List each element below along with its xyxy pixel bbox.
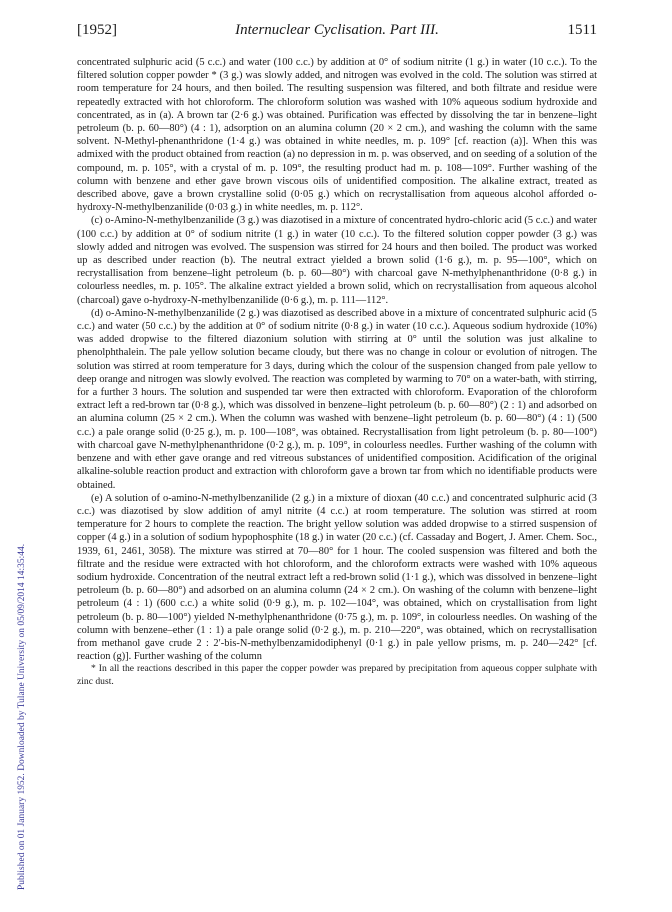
- paragraph-reaction-c: (c) o-Amino-N-methylbenzanilide (3 g.) was diazotised in a mixture of concentrated hydro-chloric acid (5 c.c.) and water (100 c.c.) by addition at 0° of sodium nitrite (1 g.) in water (10 c.c.). To the filtered solution copper powder (3 g.) was slowly added and nitrogen was evolved. The suspension was stirred for 24 hours and then boiled. The product was worked up as described under reaction (b). The neutral extract yielded a brown solid (1·6 g.), m. p. 95—100°, which on recrystallisation from benzene–light petroleum (b. p. 60—80°) with charcoal gave N-methylphenanthridone (0·8 g.) in colourless needles, m. p. 105°. The alkaline extract yielded a brown solid, which on recrystallisation from aqueous alcohol (charcoal) gave o-hydroxy-N-methylbenzanilide (0·6 g.), m. p. 111—112°.: [77, 215, 597, 306]
- page-number: 1511: [567, 22, 597, 38]
- download-watermark: [6, 150, 27, 890]
- running-header: [77, 22, 597, 42]
- article-body: [77, 56, 597, 688]
- footnote: * In all the reactions described in this paper the copper powder was prepared by precipitation from aqueous copper sulphate with zinc dust.: [77, 663, 597, 687]
- paragraph-continued: concentrated sulphuric acid (5 c.c.) and water (100 c.c.) by addition at 0° of sodium nitrite (1 g.) in water (10 c.c.). To the filtered solution copper powder * (3 g.) was slowly added, and nitrogen was evolved in the cold. The solution was stirred at room temperature for 24 hours, and then boiled. The resulting suspension was filtered, and both filtrate and residue were repeatedly extracted with hot chloroform. The chloroform solution was washed with 10% aqueous sodium hydroxide and concentrated, as in (a). A brown tar (2·6 g.) was obtained. Purification was effected by dissolving the tar in benzene–light petroleum (b. p. 60—80°) (4 : 1), adsorption on an alumina column (20 × 2 cm.), and washing the column with the same solvent. N-Methyl-phenanthridone (1·4 g.) was obtained in white needles, m. p. 109° [cf. reaction (a)]. When this was admixed with the product obtained from reaction (a) no depression in m. p. was observed, and on seeding of a solution of the compound, m. p. 105°, with a crystal of m. p. 109°, the resulting product had m. p. 108—109°. Further washing of the column with benzene and ether gave brown viscous oils of unidentified composition. The alkaline extract, treated as described above, gave a brown crystalline solid (0·05 g.) which on recrystallisation from aqueous alcohol afforded o-hydroxy-N-methylbenzanilide (0·03 g.) in white needles, m. p. 112°.: [77, 57, 597, 214]
- download-watermark-text[interactable]: Published on 01 January 1952. Downloaded by Tulane University on 05/09/2014 14:35:44.: [17, 543, 27, 890]
- header-year: [1952]: [77, 22, 117, 38]
- paragraph-reaction-e: (e) A solution of o-amino-N-methylbenzanilide (2 g.) in a mixture of dioxan (40 c.c.) and concentrated sulphuric acid (3 c.c.) was diazotised by slow addition of amyl nitrite (4 c.c.) at room temperature. The solution was stirred at room temperature for 2 hours to complete the reaction. The bright yellow solution was added dropwise to a stirred suspension of copper (4 g.) in a solution of sodium hypophosphite (18 g.) in water (20 c.c.) (cf. Cassaday and Bogert, J. Amer. Chem. Soc., 1939, 61, 2461, 3058). The mixture was stirred at 70—80° for 1 hour. The cooled suspension was filtered and both the filtrate and the residue were extracted with hot chloroform, and the chloroform extracts were washed with 10% aqueous sodium hydroxide. Concentration of the neutral extract left a red-brown solid (1·1 g.), which was dissolved in benzene–light petroleum (b. p. 60—80°) and adsorbed on an alumina column (24 × 2 cm.). On washing of the column with benzene–light petroleum (4 : 1) (600 c.c.) a white solid (0·9 g.), m. p. 102—104°, was obtained, which on crystallisation from light petroleum (b. p. 80—100°) yielded N-methylphenanthridone (0·75 g.), m. p. 109°, in colourless needles. On washing of the column with benzene–ether (1 : 1) a pale orange solid (0·2 g.), m. p. 210—220°, was obtained, which on recrystallisation from methanol gave crude 2 : 2′-bis-N-methylbenzamidodiphenyl (0·1 g.) in pale yellow prisms, m. p. 240—242° [cf. reaction (g)]. Further washing of the column: [77, 492, 597, 663]
- paragraph-reaction-d: (d) o-Amino-N-methylbenzanilide (2 g.) was diazotised as described above in a mixture of concentrated sulphuric acid (5 c.c.) and water (50 c.c.) by the addition at 0° of sodium nitrite (0·8 g.) in water (10 c.c.). Aqueous sodium hydroxide (10%) was added dropwise to the filtered diazonium solution with stirring at 0° until the solution was just alkaline to phenolphthalein. The pale yellow solution became cloudy, but there was no change in colour or evolution of nitrogen. The solution was stirred at room temperature for 3 days, during which the colour of the suspension changed from pale yellow to deep orange and nitrogen was slowly evolved. The reaction was completed by warming to 70° on a water-bath, with stirring, for a further 3 hours. The solution and suspended tar were then extracted with chloroform. Evaporation of the chloroform extract left a red-brown tar (0·8 g.), which was dissolved in benzene–light petroleum (b. p. 60—80°) (2 : 1) and adsorbed on an alumina column (25 × 2 cm.). When the column was washed with benzene–light petroleum (b. p. 60—80°) (4 : 1) (500 c.c.) a pale orange solid (0·25 g.), m. p. 100—108°, was obtained. Recrystallisation from light petroleum (b. p. 80—100°) with charcoal gave N-methylphenanthridone (0·2 g.), m. p. 109°, in colourless needles. Further washing of the column with benzene and with ether gave orange and red vitreous substances of unidentified composition. Acidification of the original alkaline-soluble reaction product and extraction with chloroform gave a brown tar from which no identifiable products were obtained.: [77, 307, 597, 491]
- header-title: Internuclear Cyclisation. Part III.: [235, 22, 439, 38]
